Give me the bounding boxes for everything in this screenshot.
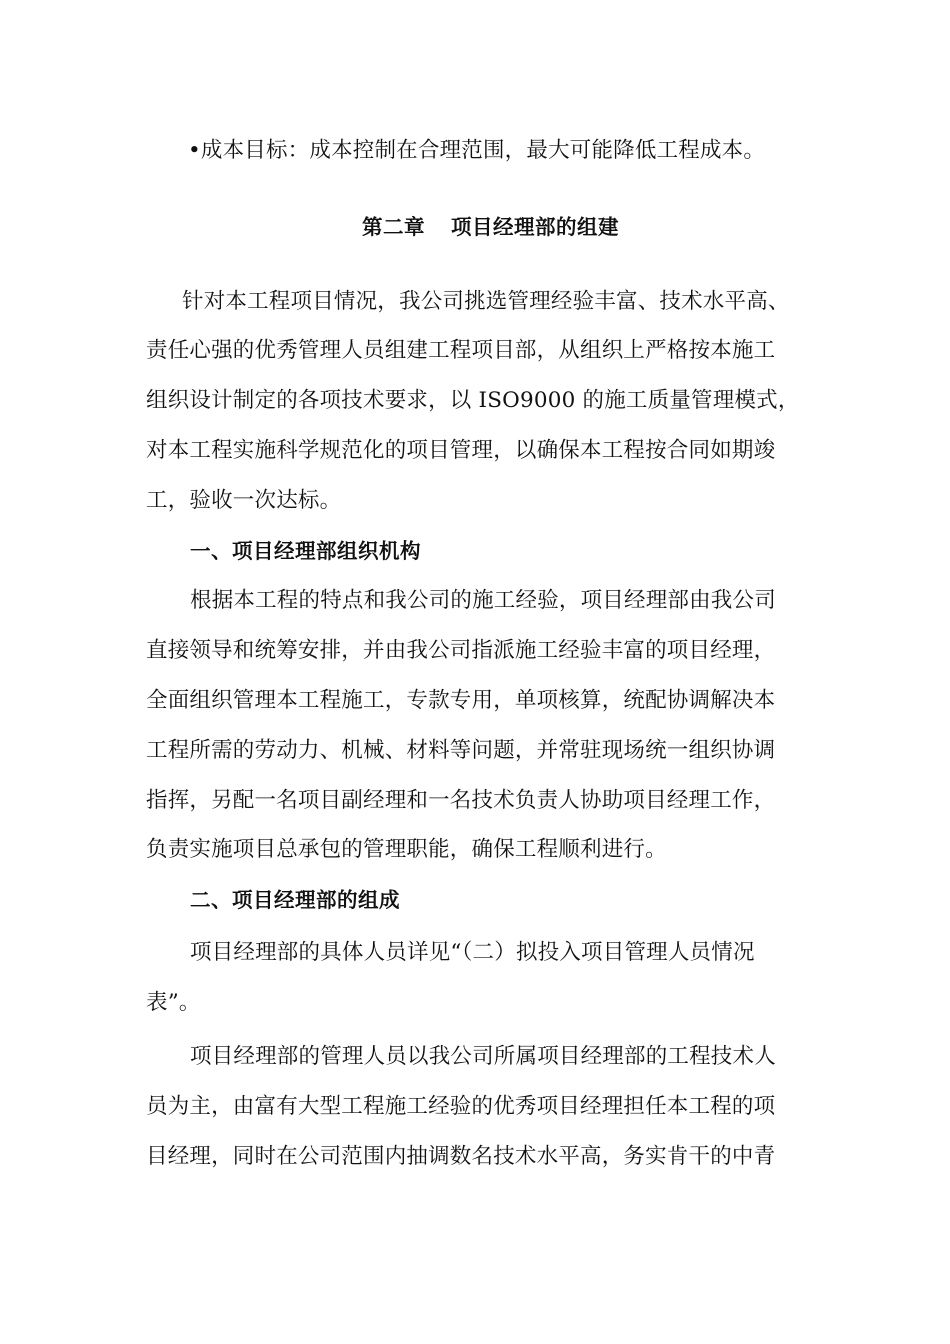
section2-para1-line-2: 表”。 <box>146 990 201 1015</box>
section2-para2-line-2: 员为主，由富有大型工程施工经验的优秀项目经理担任本工程的项 <box>146 1094 776 1119</box>
section1-line-4: 工程所需的劳动力、机械、材料等问题，并常驻现场统一组织协调 <box>146 738 776 763</box>
intro-line-5: 工，验收一次达标。 <box>146 488 342 513</box>
section2-para2-line-1: 项目经理部的管理人员以我公司所属项目经理部的工程技术人 <box>190 1044 776 1069</box>
chapter-number: 第二章 <box>362 215 425 239</box>
intro-line-2: 责任心强的优秀管理人员组建工程项目部，从组织上严格按本施工 <box>146 338 776 363</box>
section1-line-1: 根据本工程的特点和我公司的施工经验，项目经理部由我公司 <box>190 588 776 613</box>
intro-line-3: 组织设计制定的各项技术要求，以 ISO9000 的施工质量管理模式， <box>146 388 800 413</box>
chapter-title: 项目经理部的组建 <box>451 215 619 239</box>
intro-line-4: 对本工程实施科学规范化的项目管理，以确保本工程按合同如期竣 <box>146 438 776 463</box>
section2-heading: 二、项目经理部的组成 <box>190 888 400 912</box>
intro-line-1: 针对本工程项目情况，我公司挑选管理经验丰富、技术水平高、 <box>182 289 790 314</box>
cost-goal-line: •成本目标：成本控制在合理范围，最大可能降低工程成本。 <box>188 138 766 163</box>
section1-heading: 一、项目经理部组织机构 <box>190 539 421 563</box>
chapter-heading <box>362 212 619 242</box>
section1-line-3: 全面组织管理本工程施工，专款专用，单项核算，统配协调解决本 <box>146 688 776 713</box>
section1-line-6: 负责实施项目总承包的管理职能，确保工程顺利进行。 <box>146 837 667 862</box>
section2-para2-line-3: 目经理，同时在公司范围内抽调数名技术水平高，务实肯干的中青 <box>146 1144 776 1169</box>
section1-line-2: 直接领导和统筹安排，并由我公司指派施工经验丰富的项目经理， <box>146 638 776 663</box>
section2-para1-line-1: 项目经理部的具体人员详见“（二）拟投入项目管理人员情况 <box>190 940 755 965</box>
section1-line-5: 指挥，另配一名项目副经理和一名技术负责人协助项目经理工作， <box>146 788 776 813</box>
